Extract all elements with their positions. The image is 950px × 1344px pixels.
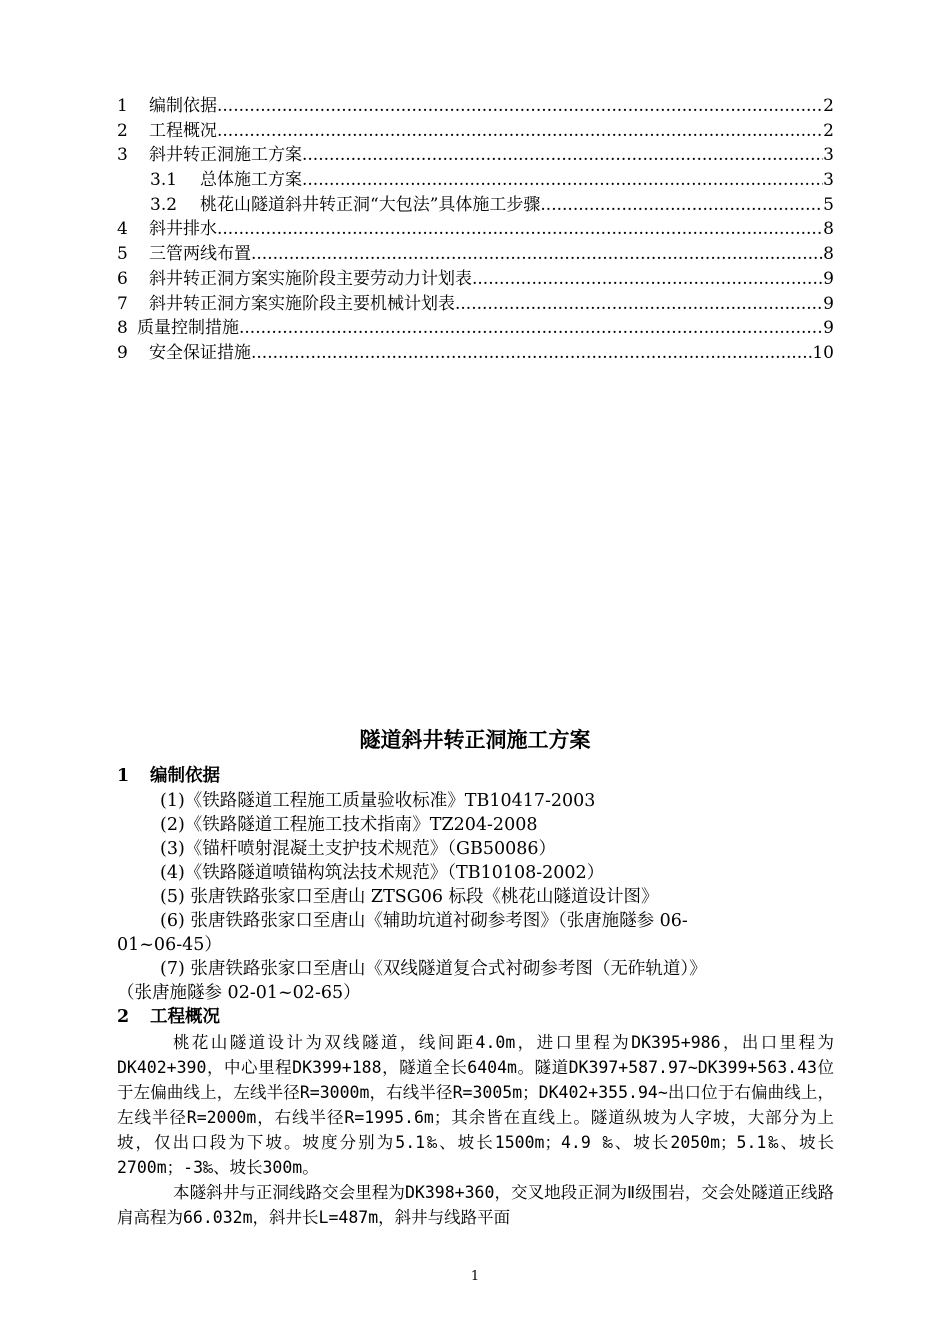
toc-number: 4 [117, 219, 128, 240]
section-number: 2 [117, 1007, 130, 1027]
toc-entry[interactable] [117, 168, 834, 193]
toc-leader [251, 242, 823, 267]
toc-entry[interactable] [117, 193, 834, 218]
toc-page: 9 [823, 268, 834, 289]
toc-page: 8 [823, 244, 834, 265]
toc-title: 质量控制措施 [137, 318, 239, 339]
toc-leader [251, 341, 812, 366]
toc-leader [302, 168, 823, 193]
reference-item-continuation: 01~06-45） [117, 935, 222, 955]
toc-page: 2 [823, 96, 834, 116]
toc-page: 9 [823, 293, 834, 314]
toc-leader [217, 217, 823, 242]
toc-title: 工程概况 [149, 120, 217, 141]
toc-page: 10 [812, 342, 834, 363]
section-number: 1 [117, 766, 130, 786]
toc-leader [472, 267, 823, 292]
reference-item: (2)《铁路隧道工程施工技术指南》TZ204-2008 [160, 815, 538, 835]
toc-page: 3 [823, 145, 834, 166]
section-heading [117, 1005, 834, 1030]
toc-number: 2 [117, 120, 128, 141]
body-paragraph: 桃花山隧道设计为双线隧道，线间距4.0m，进口里程为DK395+986，出口里程为DK402+390，中心里程DK399+188，隧道全长6404m。隧道DK397+587.97~DK399+563.43位于左偏曲线上，左线半径R=3000m，右线半径R=3005m；DK402+355.94~出口位于右偏曲线上，左线半径R=2000m，右线半径R=1995.6m；其余皆在直线上。隧道纵坡为人字坡，大部分为上坡，仅出口段为下坡。坡度分别为5.1‰、坡长1500m；4.9 ‰、坡长2050m；5.1‰、坡长2700m；-3‰、坡长300m。 [117, 1033, 834, 1177]
toc-leader [239, 316, 823, 341]
toc-entry[interactable] [117, 94, 834, 119]
toc-number: 3.2 [150, 194, 178, 215]
toc-title: 斜井转正洞施工方案 [149, 145, 302, 166]
reference-item: (5) 张唐铁路张家口至唐山 ZTSG06 标段《桃花山隧道设计图》 [160, 887, 659, 907]
reference-item: (7) 张唐铁路张家口至唐山《双线隧道复合式衬砌参考图（无砟轨道）》 [160, 959, 707, 979]
section-heading-text: 工程概况 [150, 1007, 220, 1027]
toc-entry[interactable] [117, 267, 834, 292]
toc-entry[interactable] [117, 292, 834, 317]
reference-item: (3)《锚杆喷射混凝土支护技术规范》（GB50086） [160, 839, 557, 859]
toc-leader [540, 193, 823, 218]
reference-item: (6) 张唐铁路张家口至唐山《辅助坑道衬砌参考图》（张唐施隧参 06- [160, 911, 688, 931]
toc-number: 9 [117, 342, 128, 363]
toc-number: 5 [117, 244, 128, 265]
toc-entry[interactable] [117, 341, 834, 366]
toc-title: 三管两线布置 [149, 244, 251, 265]
toc-number: 3.1 [150, 170, 178, 191]
toc-title: 斜井转正洞方案实施阶段主要机械计划表 [149, 293, 455, 314]
toc-entry[interactable] [117, 316, 834, 341]
toc-title: 桃花山隧道斜井转正洞“大包法”具体施工步骤 [200, 194, 541, 215]
toc-title: 总体施工方案 [200, 170, 302, 191]
toc-number: 6 [117, 268, 128, 289]
toc-entry[interactable] [117, 143, 834, 168]
toc-page: 5 [823, 194, 834, 215]
toc-number: 1 [117, 96, 128, 116]
reference-item-continuation: （张唐施隧参 02-01~02-65） [117, 983, 361, 1003]
toc-entry[interactable] [117, 217, 834, 242]
toc-title: 斜井排水 [149, 219, 217, 240]
document-body [117, 764, 834, 1230]
toc-number: 8 [117, 318, 128, 339]
page-number: 1 [470, 1269, 480, 1284]
body-paragraph: 本隧斜井与正洞线路交会里程为DK398+360，交叉地段正洞为Ⅱ级围岩，交会处隧道正线路肩高程为66.032m，斜井长L=487m，斜井与线路平面 [117, 1183, 834, 1227]
toc-leader [455, 292, 823, 317]
section-heading-text: 编制依据 [150, 766, 220, 786]
toc-leader [217, 94, 823, 119]
toc-entry[interactable] [117, 119, 834, 144]
document-title: 隧道斜井转正洞施工方案 [359, 727, 591, 752]
toc-page: 8 [823, 219, 834, 240]
toc-number: 3 [117, 145, 128, 166]
table-of-contents [117, 94, 834, 366]
toc-title: 斜井转正洞方案实施阶段主要劳动力计划表 [149, 268, 472, 289]
toc-title: 安全保证措施 [149, 342, 251, 363]
reference-item: (4)《铁路隧道喷锚构筑法技术规范》（TB10108-2002） [160, 863, 605, 883]
toc-page: 3 [823, 170, 834, 191]
section-heading [117, 764, 834, 789]
toc-leader [217, 119, 823, 144]
toc-title: 编制依据 [149, 96, 217, 116]
toc-entry[interactable] [117, 242, 834, 267]
reference-item: (1)《铁路隧道工程施工质量验收标准》TB10417-2003 [160, 791, 596, 811]
toc-page: 2 [823, 120, 834, 141]
toc-number: 7 [117, 293, 128, 314]
toc-leader [302, 143, 823, 168]
toc-page: 9 [823, 318, 834, 339]
